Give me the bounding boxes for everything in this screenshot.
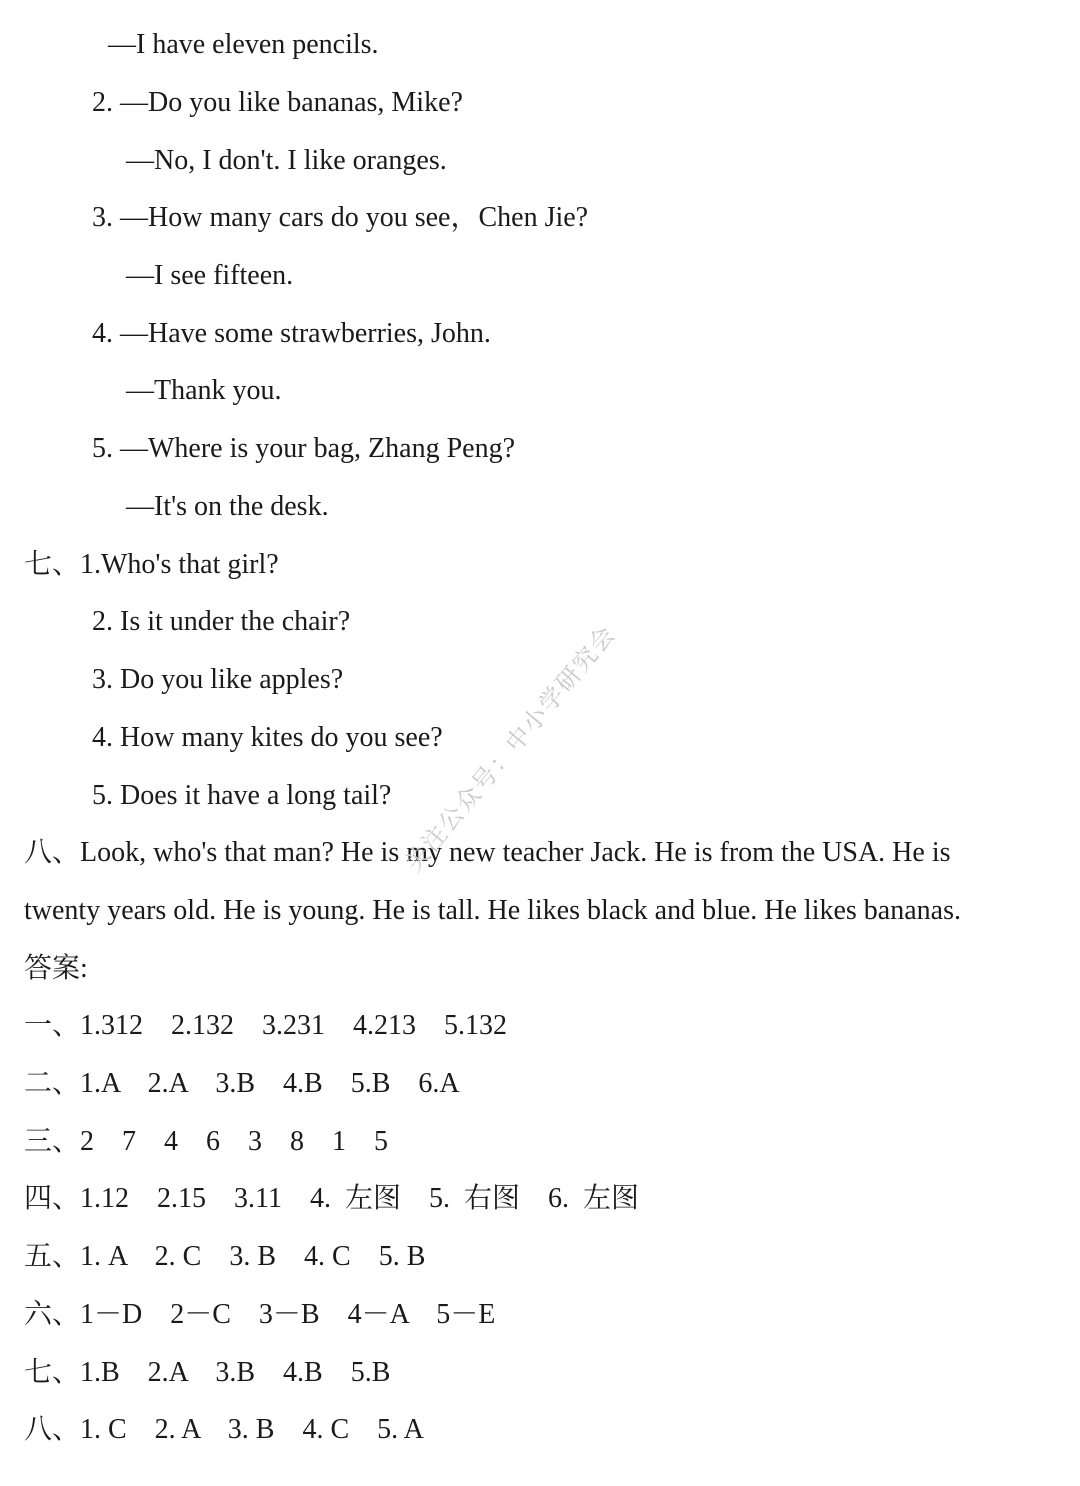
- dialogue-line: —I see fifteen.: [126, 260, 294, 291]
- answer-line: 七、1.B 2.A 3.B 4.B 5.B: [24, 1357, 391, 1388]
- dialogue-line: 4. —Have some strawberries, John.: [92, 318, 491, 349]
- dialogue-line: —It's on the desk.: [126, 491, 329, 522]
- dialogue-line: 5. —Where is your bag, Zhang Peng?: [92, 433, 515, 464]
- answer-line: 二、1.A 2.A 3.B 4.B 5.B 6.A: [24, 1068, 460, 1099]
- dialogue-line: 2. —Do you like bananas, Mike?: [92, 87, 463, 118]
- section-8-paragraph-line: twenty years old. He is young. He is tall. He likes black and blue. He likes bananas.: [24, 895, 961, 926]
- section-7-question: 七、1.Who's that girl?: [24, 549, 279, 580]
- answer-line: 六、1－D 2－C 3－B 4－A 5－E: [24, 1299, 496, 1330]
- dialogue-line: —No, I don't. I like oranges.: [126, 145, 447, 176]
- dialogue-line: —Thank you.: [126, 375, 282, 406]
- answers-heading: 答案:: [24, 953, 88, 984]
- answer-line: 四、1.12 2.15 3.11 4. 左图 5. 右图 6. 左图: [24, 1183, 639, 1214]
- dialogue-line: —I have eleven pencils.: [108, 29, 379, 60]
- dialogue-line: 3. —How many cars do you see，Chen Jie?: [92, 202, 589, 233]
- section-8-paragraph-line: 八、Look, who's that man? He is my new teacher Jack. He is from the USA. He is: [24, 837, 951, 868]
- section-7-question: 3. Do you like apples?: [92, 664, 344, 695]
- answer-line: 三、2 7 4 6 3 8 1 5: [24, 1126, 389, 1157]
- section-7-question: 2. Is it under the chair?: [92, 606, 351, 637]
- section-7-question: 5. Does it have a long tail?: [92, 780, 392, 811]
- section-7-question: 4. How many kites do you see?: [92, 722, 443, 753]
- answer-line: 五、1. A 2. C 3. B 4. C 5. B: [24, 1241, 426, 1272]
- answer-line: 一、1.312 2.132 3.231 4.213 5.132: [24, 1010, 508, 1041]
- answer-line: 八、1. C 2. A 3. B 4. C 5. A: [24, 1414, 424, 1445]
- watermark: 关注公众号：中小学研究会: [399, 619, 622, 877]
